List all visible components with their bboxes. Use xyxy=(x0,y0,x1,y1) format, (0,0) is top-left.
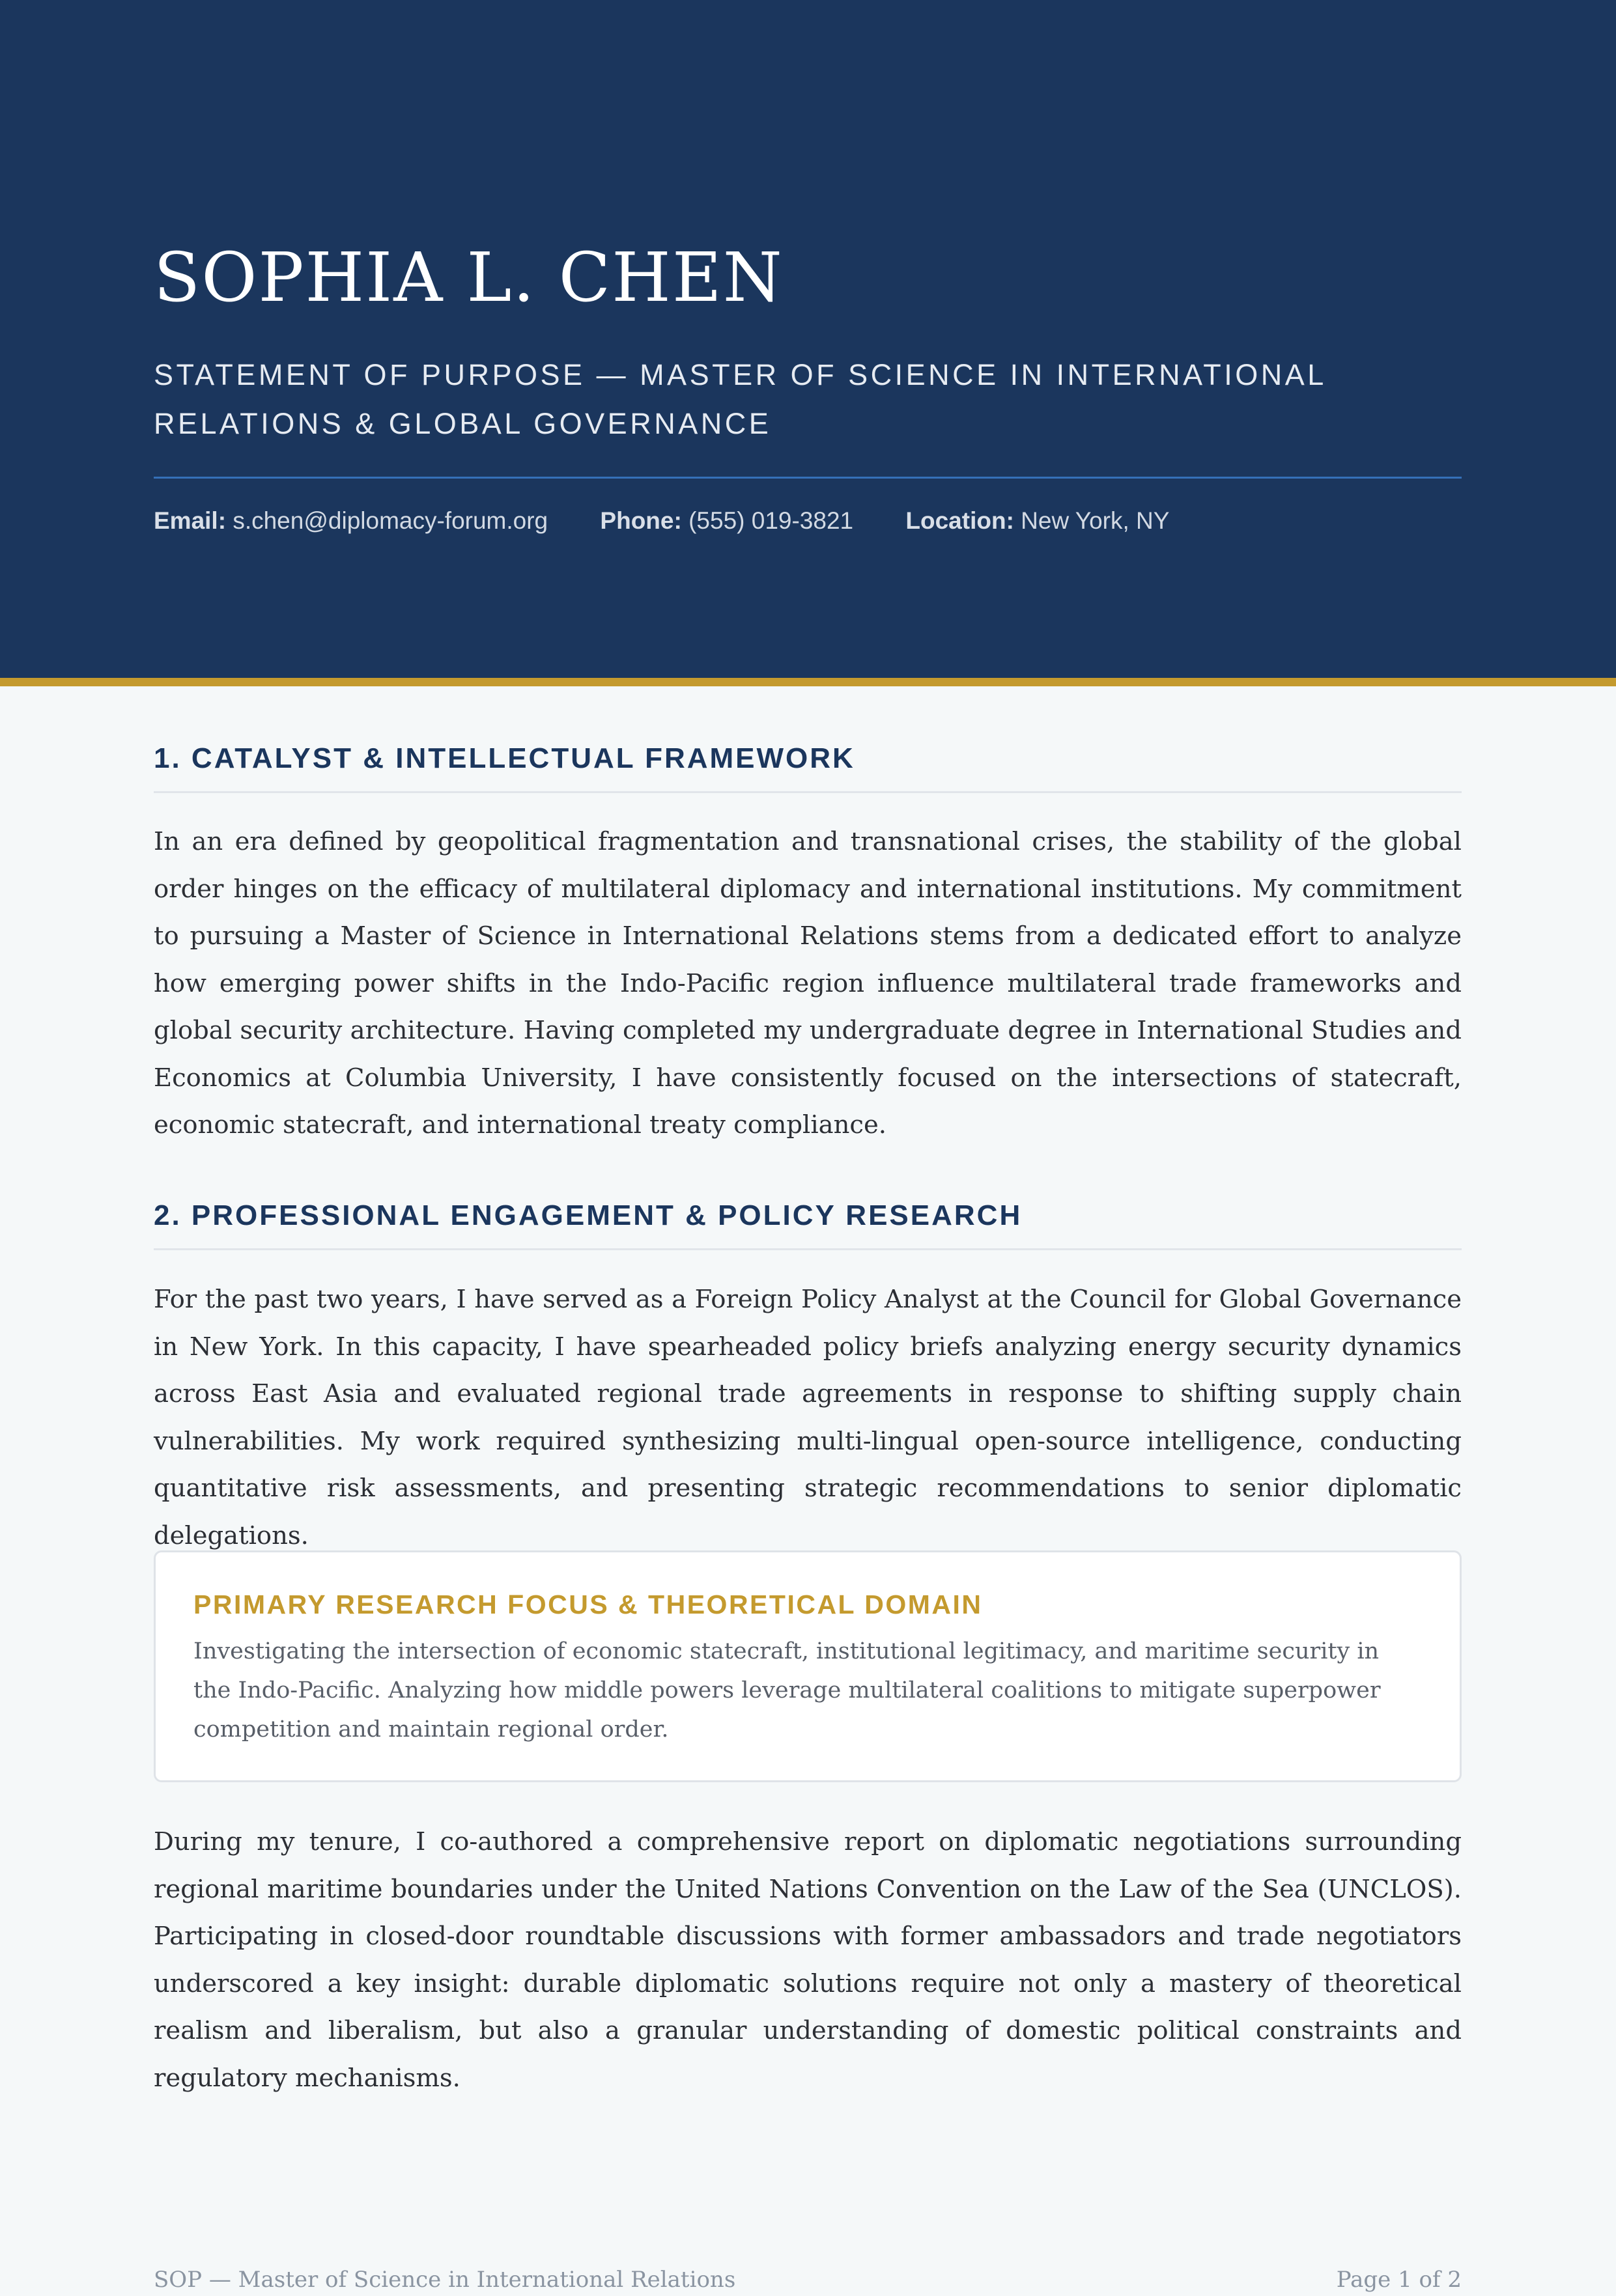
location-label: Location: xyxy=(905,507,1014,534)
phone-value: (555) 019-3821 xyxy=(688,507,854,534)
contact-location xyxy=(905,503,1169,539)
section-2-title: 2. PROFESSIONAL ENGAGEMENT & POLICY RESEARCH xyxy=(154,1196,1462,1250)
email-label: Email: xyxy=(154,507,227,534)
contact-info xyxy=(154,503,1215,539)
section-1-paragraph: In an era defined by geopolitical fragmentation and transnational crises, the stability of the global order hinges on the efficacy of multilateral diplomacy and international institutions. My commitment to pursuing a Master of Science in International Relations stems from a dedicated effort to analyze how emerging power shifts in the Indo-Pacific region influence multilateral trade frameworks and global security architecture. Having completed my undergraduate degree in International Studies and Economics at Columbia University, I have consistently focused on the intersections of statecraft, economic statecraft, and international treaty compliance. xyxy=(154,827,1462,1140)
header-banner xyxy=(0,0,1616,686)
phone-label: Phone: xyxy=(600,507,682,534)
header-divider xyxy=(154,477,1462,479)
footer-page-number: Page 1 of 2 xyxy=(1336,2267,1462,2293)
email-value[interactable]: s.chen@diplomacy-forum.org xyxy=(233,507,548,534)
location-value: New York, NY xyxy=(1021,507,1170,534)
applicant-name: SOPHIA L. CHEN xyxy=(154,238,784,317)
footer-document-label: SOP — Master of Science in International Relations xyxy=(154,2267,736,2293)
contact-phone xyxy=(600,503,853,539)
section-2-paragraph-2: During my tenure, I co-authored a comprehensive report on diplomatic negotiations surrounding regional maritime boundaries under the United Nations Convention on the Law of the Sea (UNCLOS). Participating in closed-door roundtable discussions with former ambassadors and trade negotiators underscored a key insight: durable diplomatic solutions require not only a mastery of theoretical realism and liberalism, but also a granular understanding of domestic political constraints and regulatory mechanisms. xyxy=(154,1827,1462,2093)
callout-title: PRIMARY RESEARCH FOCUS & THEORETICAL DOMAIN xyxy=(193,1589,983,1619)
research-focus-callout xyxy=(154,1550,1462,1782)
section-2-paragraph-1: For the past two years, I have served as a Foreign Policy Analyst at the Council for Global Governance in New York. In this capacity, I have spearheaded policy briefs analyzing energy security dynamics across East Asia and evaluated regional trade agreements in response to shifting supply chain vulnerabilities. My work required synthesizing multi-lingual open-source intelligence, conducting quantitative risk assessments, and presenting strategic recommendations to senior diplomatic delegations. xyxy=(154,1285,1462,1550)
section-1-title: 1. CATALYST & INTELLECTUAL FRAMEWORK xyxy=(154,739,1462,793)
document-subtitle: STATEMENT OF PURPOSE — MASTER OF SCIENCE IN INTERNATIONAL RELATIONS & GLOBAL GOVERNANCE xyxy=(154,358,1326,440)
callout-body: Investigating the intersection of economic statecraft, institutional legitimacy, and maritime security in the Indo-Pacific. Analyzing how middle powers leverage multilateral coalitions to mitigate superpower competition and maintain regional order. xyxy=(193,1638,1381,1743)
contact-email xyxy=(154,503,548,539)
